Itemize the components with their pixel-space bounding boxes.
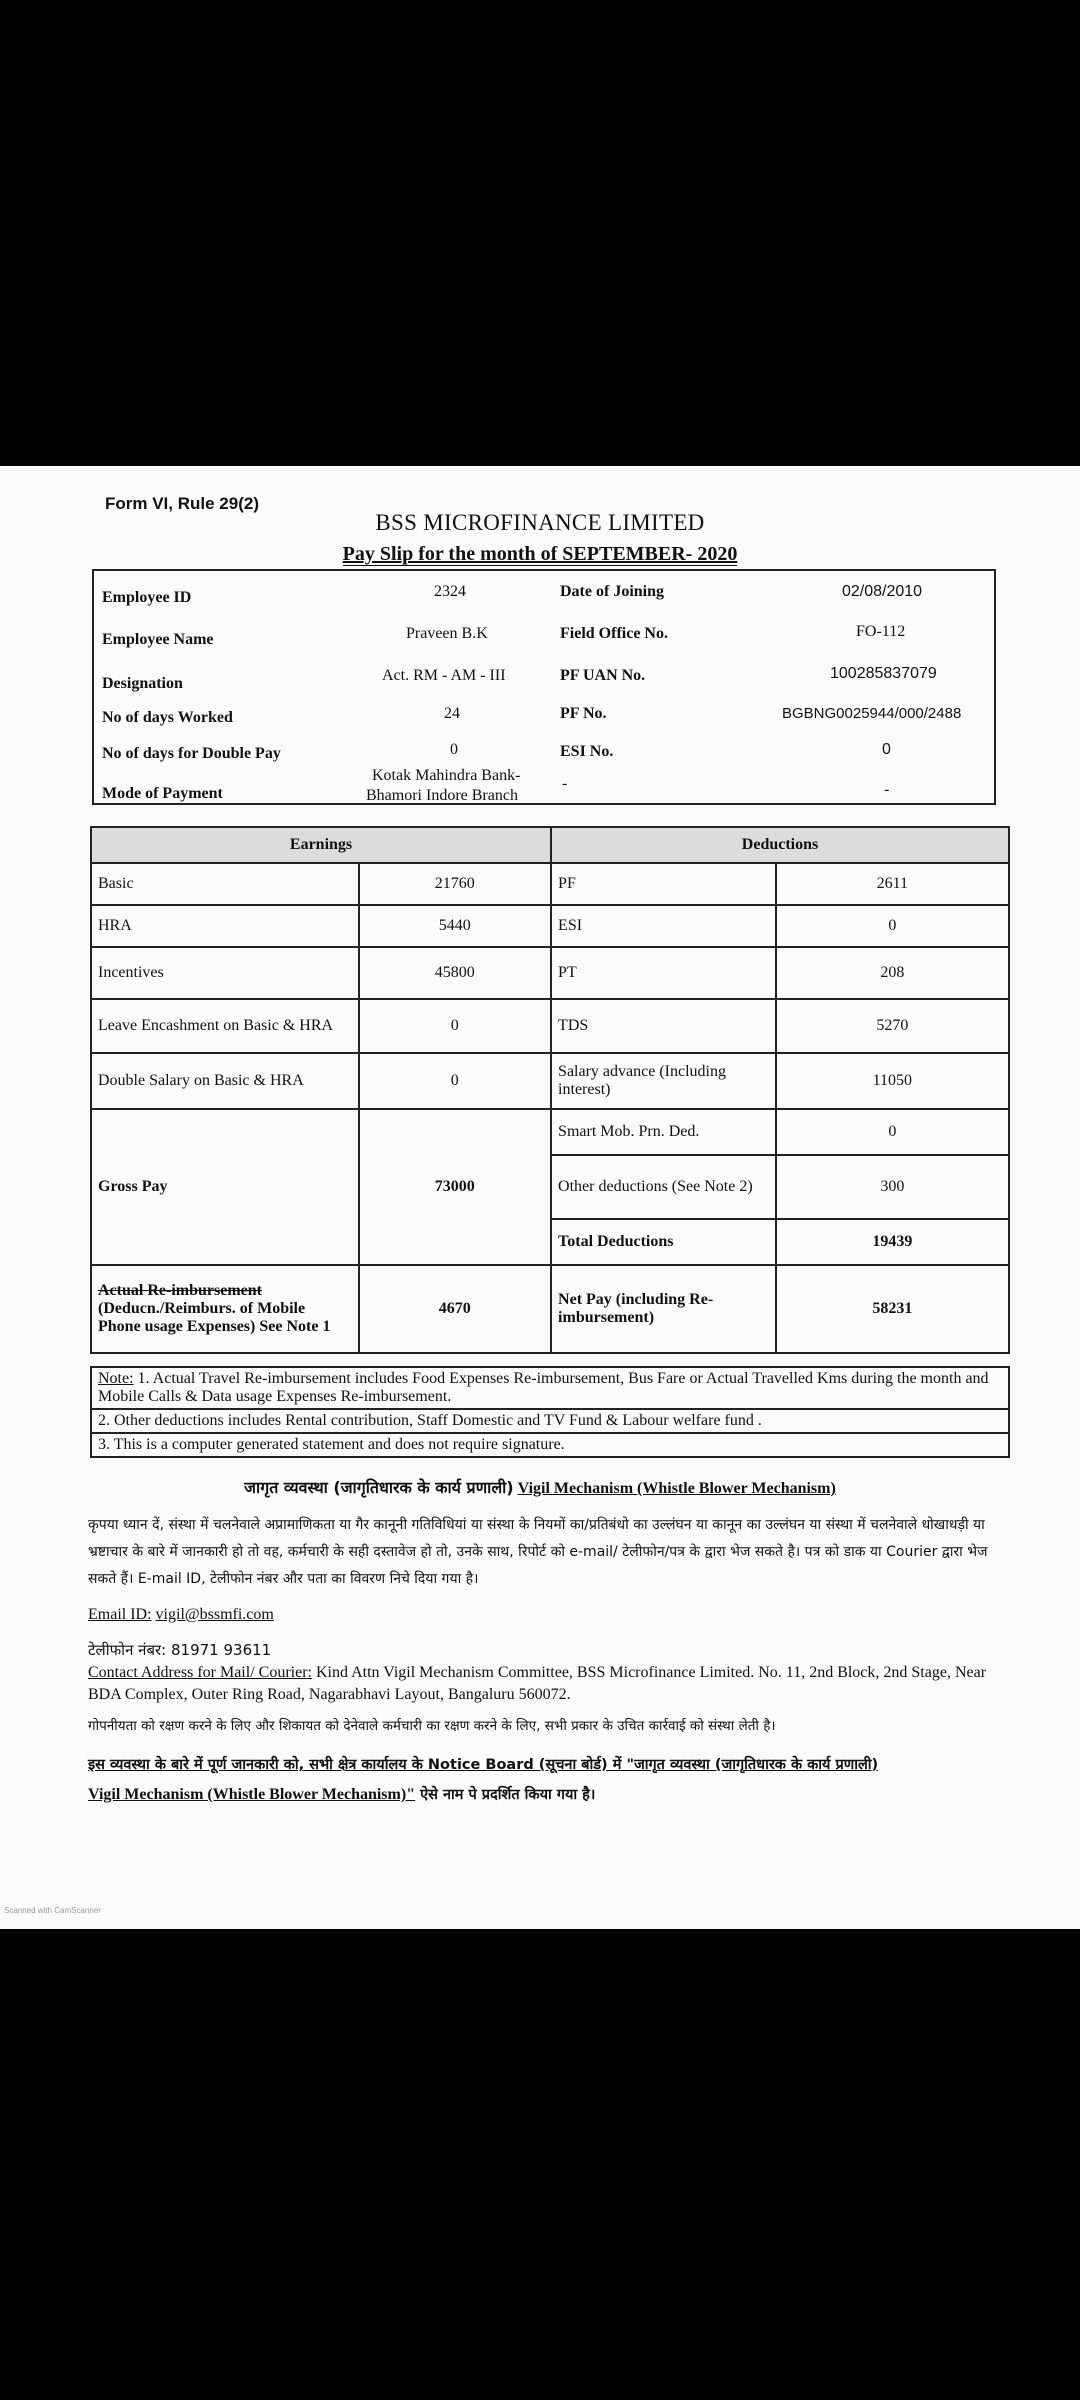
earning-label: HRA — [91, 905, 359, 947]
deduction-label: Salary advance (Including interest) — [551, 1053, 776, 1109]
employee-info-box — [92, 569, 996, 805]
net-pay-label: Net Pay (including Re- imbursement) — [551, 1265, 776, 1353]
deduction-value: 2611 — [776, 863, 1009, 905]
employee-name-label: Employee Name — [102, 631, 214, 648]
scanner-watermark: Scanned with CamScanner — [4, 1906, 101, 1915]
notice-line-2-hindi: ऐसे नाम पे प्रदर्शित किया गया है। — [415, 1787, 596, 1803]
smart-mob-label: Smart Mob. Prn. Ded. — [551, 1109, 776, 1155]
table-row — [91, 947, 1009, 999]
payslip-title — [0, 543, 1080, 566]
table-header-row — [91, 827, 1009, 863]
deduction-label: ESI — [551, 905, 776, 947]
vigil-heading-hindi: जागृत व्यवस्था (जागृतिधारक के कार्य प्रणाली) — [244, 1478, 514, 1497]
table-row — [91, 999, 1009, 1053]
deduction-label: TDS — [551, 999, 776, 1053]
table-row — [91, 863, 1009, 905]
contact-address — [88, 1662, 1013, 1706]
reimbursement-cell — [91, 1265, 359, 1353]
deduction-value: 208 — [776, 947, 1009, 999]
designation-value: Act. RM - AM - III — [382, 667, 506, 684]
note-2: 2. Other deductions includes Rental contribution, Staff Domestic and TV Fund & Labour welfare fund . — [90, 1410, 1010, 1434]
days-worked-value: 24 — [444, 705, 460, 722]
payment-mode-line2: Bhamori Indore Branch — [366, 787, 518, 804]
earnings-deductions-table — [90, 826, 1010, 1354]
deduction-value: 5270 — [776, 999, 1009, 1053]
earning-label: Double Salary on Basic & HRA — [91, 1053, 359, 1109]
payslip-title-text: Pay Slip for the month of SEPTEMBER- 2020 — [342, 543, 738, 565]
field-office-label: Field Office No. — [560, 625, 668, 642]
extra-dash: - — [884, 781, 890, 798]
earnings-header: Earnings — [91, 827, 551, 863]
earning-label: Basic — [91, 863, 359, 905]
employee-name-value: Praveen B.K — [406, 625, 488, 642]
table-row — [91, 1265, 1009, 1353]
double-pay-label: No of days for Double Pay — [102, 745, 281, 762]
smart-mob-value: 0 — [776, 1109, 1009, 1155]
gross-pay-value: 73000 — [359, 1109, 551, 1265]
joining-value: 02/08/2010 — [842, 583, 923, 600]
reimbursement-label-2: (Deducn./Reimburs. of Mobile Phone usage Expenses) See Note 1 — [98, 1300, 331, 1335]
note-1 — [90, 1366, 1010, 1410]
deduction-label: PT — [551, 947, 776, 999]
reimbursement-label-1: Actual Re-imbursement — [98, 1282, 262, 1299]
other-deductions-label: Other deductions (See Note 2) — [551, 1155, 776, 1219]
earning-label: Incentives — [91, 947, 359, 999]
pf-uan-value: 100285837079 — [830, 665, 937, 682]
confidentiality-note: गोपनीयता को रक्षण करने के लिए और शिकायत को देनेवाले कर्मचारी का रक्षण करने के लिए, सभी प्रकार के उचित कार्रवाई को संस्था लेती है। — [88, 1718, 776, 1734]
earning-value: 0 — [359, 1053, 551, 1109]
note-3: 3. This is a computer generated statement and does not require signature. — [90, 1434, 1010, 1458]
notice-line-2 — [88, 1780, 1023, 1810]
address-label: Contact Address for Mail/ Courier: — [88, 1664, 312, 1681]
deduction-value: 11050 — [776, 1053, 1009, 1109]
net-pay-value: 58231 — [776, 1265, 1009, 1353]
deduction-label: PF — [551, 863, 776, 905]
esi-no-label: ESI No. — [560, 743, 614, 760]
esi-no-value: 0 — [882, 741, 891, 758]
earning-value: 0 — [359, 999, 551, 1053]
earning-label: Leave Encashment on Basic & HRA — [91, 999, 359, 1053]
payment-mode-line1: Kotak Mahindra Bank- — [372, 767, 521, 784]
notice-line-1: इस व्यवस्था के बारे में पूर्ण जानकारी को, सभी क्षेत्र कार्यालय के Notice Board (सूचना बोर्ड) में "जागृत व्यवस्था (जागृतिधारक के कार्य प्रणाली) — [88, 1757, 879, 1773]
phone-line: टेलीफोन नंबर: 81971 93611 — [88, 1641, 272, 1659]
deduction-value: 0 — [776, 905, 1009, 947]
employee-id-value: 2324 — [434, 583, 466, 600]
joining-label: Date of Joining — [560, 583, 664, 600]
earning-value: 45800 — [359, 947, 551, 999]
days-worked-label: No of days Worked — [102, 709, 233, 726]
vigil-description: कृपया ध्यान दें, संस्था में चलनेवाले अप्रामाणिकता या गैर कानूनी गतिविधियां या संस्था के नियमों का/प्रतिबंधो का उल्लंघन या कानून का उल्लंघन या संस्था में चलनेवाले धोखाधड़ी या भ्रष्टाचार के बारे में जानकारी हो तो वह, कर्मचारी के सही दस्तावेज हो तो, उनके साथ, रिपोर्ट को e-mail/ टेलीफोन/पत्र के द्वारा भेज सकते है। पत्र को डाक या Courier द्वारा भेज सकते हैं। E-mail ID, टेलीफोन नंबर और पता का विवरण निचे दिया गया है। — [88, 1517, 988, 1587]
email-line — [88, 1606, 274, 1624]
note-prefix: Note: — [98, 1370, 134, 1387]
email-label: Email ID: — [88, 1606, 152, 1623]
company-name: BSS MICROFINANCE LIMITED — [375, 510, 705, 535]
pf-no-value: BGBNG0025944/000/2488 — [782, 705, 962, 722]
payslip-document — [0, 466, 1080, 1929]
earning-value: 21760 — [359, 863, 551, 905]
pf-no-label: PF No. — [560, 705, 607, 722]
payment-mode-label: Mode of Payment — [102, 785, 223, 802]
vigil-heading — [0, 1476, 1080, 1498]
address-text: Kind Attn Vigil Mechanism Committee, BSS Microfinance Limited. No. 11, 2nd Block, 2nd Stage, Near BDA Complex, Outer Ring Road, Nagarabhavi Layout, Bangaluru 560072. — [88, 1664, 987, 1703]
pf-uan-label: PF UAN No. — [560, 667, 646, 684]
notice-board-text — [88, 1750, 1023, 1810]
table-row — [91, 1109, 1009, 1155]
vigil-heading-english: Vigil Mechanism (Whistle Blower Mechanism) — [517, 1480, 836, 1497]
table-row — [91, 1053, 1009, 1109]
designation-label: Designation — [102, 675, 183, 692]
deductions-header: Deductions — [551, 827, 1009, 863]
reimbursement-value: 4670 — [359, 1265, 551, 1353]
notes-block — [90, 1366, 1010, 1458]
employee-id-label: Employee ID — [102, 589, 192, 606]
gross-pay-label: Gross Pay — [91, 1109, 359, 1265]
email-link[interactable]: vigil@bssmfi.com — [155, 1606, 274, 1623]
other-deductions-value: 300 — [776, 1155, 1009, 1219]
field-office-value: FO-112 — [856, 623, 906, 640]
earning-value: 5440 — [359, 905, 551, 947]
double-pay-value: 0 — [450, 741, 458, 758]
note-1-text: 1. Actual Travel Re-imbursement includes Food Expenses Re-imbursement, Bus Fare or Actual Travelled Kms during the month and Mobile Calls & Data usage Expenses Re-imbursement. — [98, 1370, 989, 1405]
notice-line-2-english: Vigil Mechanism (Whistle Blower Mechanism)" — [88, 1786, 416, 1803]
table-row — [91, 905, 1009, 947]
total-deductions-value: 19439 — [776, 1219, 1009, 1265]
total-deductions-label: Total Deductions — [551, 1219, 776, 1265]
payment-mode-dash: - — [562, 775, 568, 792]
form-reference: Form VI, Rule 29(2) — [105, 494, 259, 513]
